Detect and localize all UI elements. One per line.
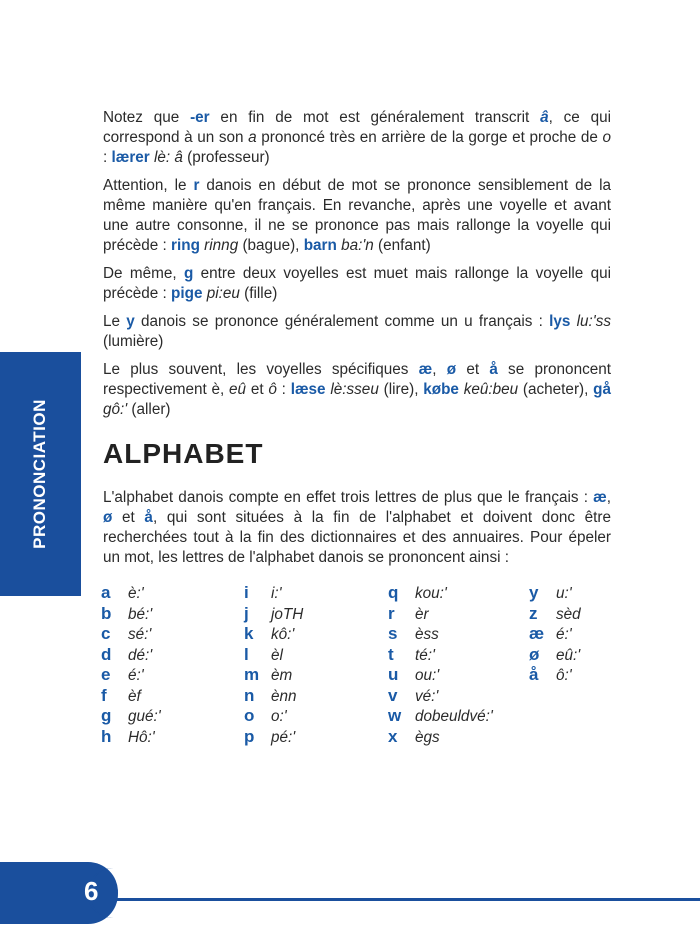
alphabet-row: l èl	[244, 644, 283, 664]
paragraph-vowels: Le plus souvent, les voyelles spécifiques æ, ø et å se prononcent respectivement è, eû et ô : læse lè:sseu (lire), købe keû:beu (acheter), gå gô:' (aller)	[103, 361, 612, 418]
alphabet-row: m èm	[244, 665, 293, 684]
alphabet-row: r èr	[388, 603, 429, 623]
alphabet-row: t té:'	[388, 644, 435, 664]
alphabet-row: y u:'	[529, 583, 572, 602]
alphabet-row: ø eû:'	[529, 644, 581, 664]
page-number: 6	[84, 876, 99, 906]
alphabet-row: o o:'	[244, 706, 287, 725]
alphabet-column-1	[101, 583, 161, 747]
pronunciation-text	[103, 108, 611, 428]
alphabet-column-4	[529, 583, 581, 686]
alphabet-row: z sèd	[529, 603, 581, 623]
alphabet-row: x ègs	[388, 726, 440, 746]
alphabet-row: b bé:'	[101, 603, 153, 623]
alphabet-column-2	[244, 583, 303, 747]
alphabet-row: å ô:'	[529, 665, 572, 684]
alphabet-row: h Hô:'	[101, 726, 155, 746]
paragraph-er: Notez que -er en fin de mot est généralement transcrit â, ce qui correspond à un son a prononcé très en arrière de la gorge et proche de o : lærer lè: â (professeur)	[103, 109, 611, 166]
alphabet-row: u ou:'	[388, 665, 440, 684]
alphabet-row: w dobeuldvé:'	[388, 706, 493, 725]
paragraph-g: De même, g entre deux voyelles est muet mais rallonge la voyelle qui précède : pige pi:eu (fille)	[103, 265, 611, 302]
side-tab-label: PRONONCIATION	[30, 399, 49, 549]
alphabet-row: g gué:'	[101, 706, 161, 725]
alphabet-row: v vé:'	[388, 685, 439, 705]
alphabet-table	[101, 583, 621, 753]
paragraph-r: Attention, le r danois en début de mot se prononce sensiblement de la même manière qu'en français. En revanche, après une voyelle et avant une autre consonne, il ne se prononce pas mais rallonge la voyelle qui précède : ring rinng (bague), barn ba:'n (enfant)	[103, 177, 611, 254]
alphabet-intro: L'alphabet danois compte en effet trois lettres de plus que le français : æ, ø et å, qui sont situées à la fin de l'alphabet et doivent donc être recherchées tout à la fin des dictionnaires et des annuaires. Pour épeler un mot, les lettres de l'alphabet danois se prononcent ainsi :	[103, 489, 611, 566]
alphabet-row: s èss	[388, 624, 439, 643]
alphabet-row: æ é:'	[529, 624, 572, 643]
alphabet-row: c sé:'	[101, 624, 152, 643]
alphabet-row: n ènn	[244, 685, 297, 705]
alphabet-row: k kô:'	[244, 624, 295, 643]
alphabet-row: q kou:'	[388, 583, 447, 602]
alphabet-row: i i:'	[244, 583, 282, 602]
alphabet-row: a è:'	[101, 583, 144, 602]
alphabet-column-3	[388, 583, 493, 747]
section-title: ALPHABET	[103, 438, 264, 469]
alphabet-row: f èf	[101, 685, 141, 705]
paragraph-y: Le y danois se prononce généralement comme un u français : lys lu:'ss (lumière)	[103, 313, 612, 350]
alphabet-row: d dé:'	[101, 644, 153, 664]
alphabet-row: p pé:'	[244, 726, 296, 746]
alphabet-row: e é:'	[101, 665, 144, 684]
alphabet-row: j joTH	[244, 603, 304, 623]
